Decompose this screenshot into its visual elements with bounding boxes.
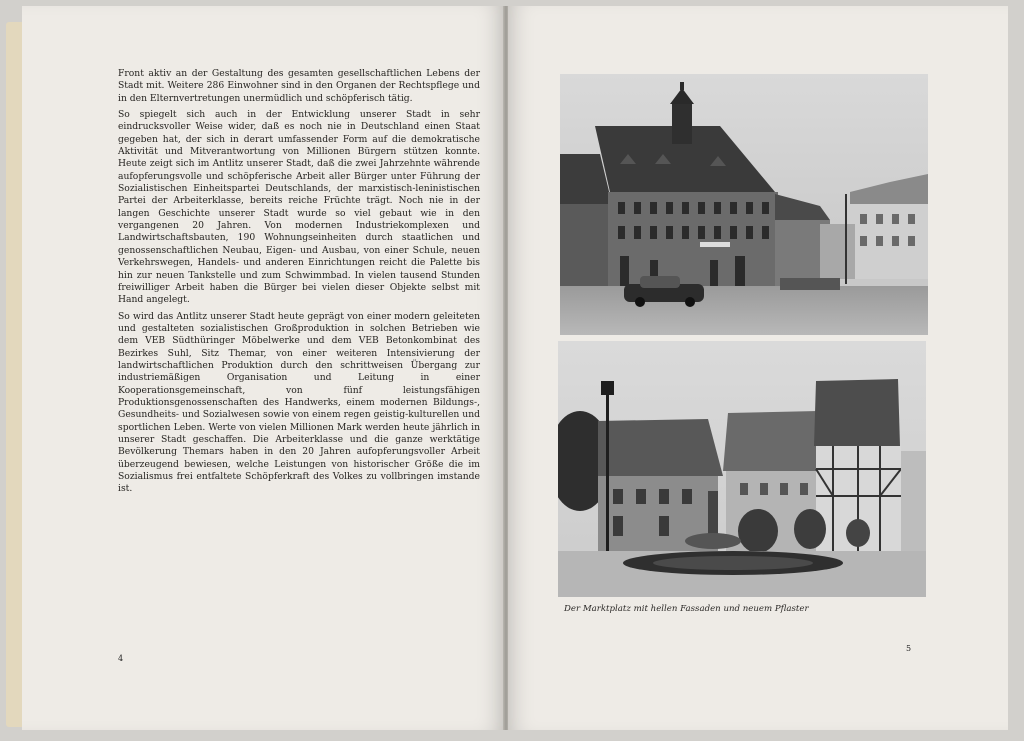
- right-page: [508, 6, 1008, 730]
- left-page: [22, 6, 504, 730]
- page-number-left: 4: [118, 654, 124, 663]
- photo-market-square: [558, 341, 926, 597]
- page-number-right: 5: [906, 644, 912, 653]
- paragraph-2: So spiegelt sich auch in der Entwicklung unserer Stadt in sehr eindrucksvoller Weise wider, daß es noch nie in Deutschland einen Staat gegeben hat, der sich in derart umfassender Form auf die demokratische Aktivität und Mitverantwortung von Millionen Bürgern stützen konnte. Heute zeigt sich im Antlitz unserer Stadt, daß die zwei Jahrzehnte währende aufopferungsvolle und schöpferische Arbeit aller Bürger unter Führung der Sozialistischen Einheitspartei Deutschlands, der marxistisch-leninistischen Partei der Arbeiterklasse, bereits reiche Früchte trägt. Noch nie in der langen Geschichte unserer Stadt wurde so viel gebaut wie in den vergangenen 20 Jahren. Von modernen Industriekomplexen und Landwirtschaftsbauten, 190 Wohnungseinheiten durch staatlichen und genossenschaftlichen Neubau, Eigen- und Ausbau, von einer Schule, neuen Verkehrswegen, Handels- und anderen Einrichtungen reicht die Palette bis hin zur neuen Tankstelle und zum Schwimmbad. In vielen tausend Stunden freiwilliger Arbeit haben die Bürger bei vielen dieser Objekte selbst mit Hand angelegt.: [118, 109, 480, 306]
- paragraph-1: Front aktiv an der Gestaltung des gesamten gesellschaftlichen Lebens der Stadt mit. Weitere 286 Einwohner sind in den Organen der Rechtspflege und in den Elternvertretungen unermüdlich und schöpferisch tätig.: [118, 68, 480, 104]
- photo-caption: Der Marktplatz mit hellen Fassaden und neuem Pflaster: [564, 604, 809, 614]
- body-text: [118, 68, 480, 500]
- photo-town-hall: [560, 74, 928, 335]
- paragraph-3: So wird das Antlitz unserer Stadt heute geprägt von einer modern geleiteten und gestalteten sozialistischen Großproduktion in solchen Betrieben wie dem VEB Südthüringer Möbelwerke und dem VEB Betonkombinat des Bezirkes Suhl, Sitz Themar, von einer weiteren Intensivierung der landwirtschaftlichen Produktion durch den schrittweisen Übergang zur industriemäßigen Organisation und Leitung in einer Kooperationsgemeinschaft, von fünf leistungsfähigen Produktionsgenossenschaften des Handwerks, einem modernen Bildungs-, Gesundheits- und Sozialwesen sowie von einem regen geistig-kulturellen und sportlichen Leben. Werte von vielen Millionen Mark werden heute jährlich in unserer Stadt geschaffen. Die Arbeiterklasse und die ganze werktätige Bevölkerung Themars haben in den 20 Jahren aufopferungsvoller Arbeit überzeugend bewiesen, welche Leistungen von historischer Größe die im Sozialismus frei entfaltete Schöpferkraft des Volkes zu vollbringen imstande ist.: [118, 310, 480, 495]
